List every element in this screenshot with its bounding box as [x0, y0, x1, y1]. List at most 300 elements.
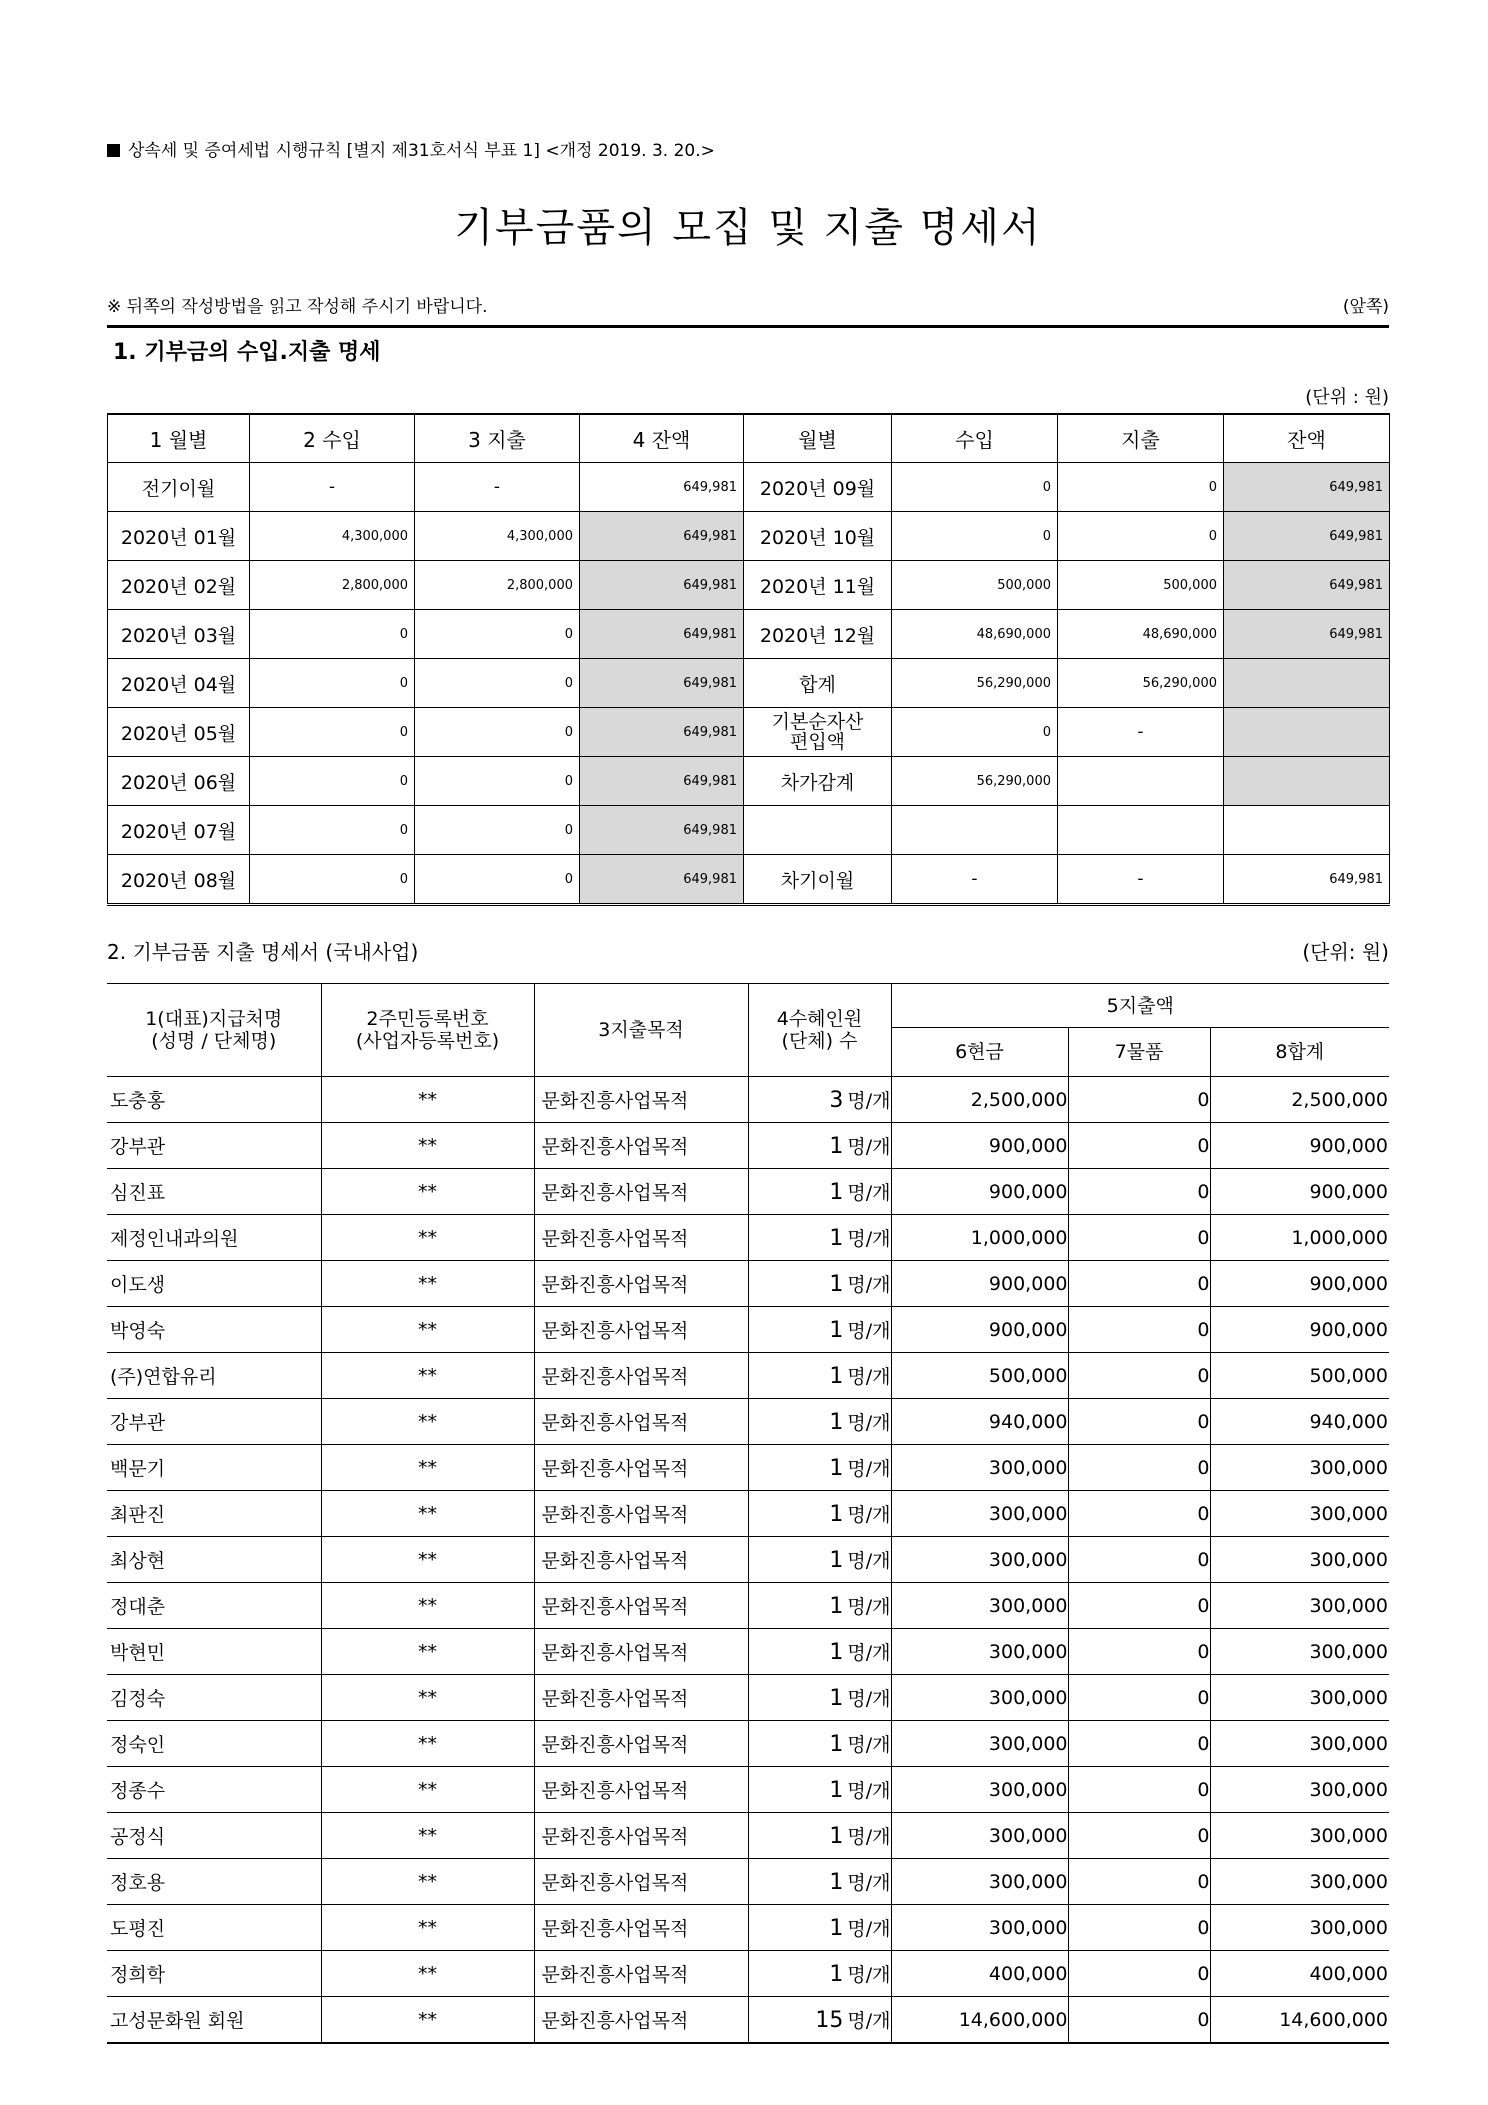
recipient-cell: (주)연합유리 — [107, 1353, 321, 1399]
purpose-cell: 문화진흥사업목적 — [534, 1169, 748, 1215]
month-cell: 2020년 09월 — [744, 463, 892, 512]
total-cell: 900,000 — [1210, 1307, 1389, 1353]
registration-number-cell: ** — [321, 1859, 534, 1905]
income-cell: 500,000 — [892, 561, 1058, 610]
beneficiary-count-cell — [748, 1123, 891, 1169]
recipient-cell: 공정식 — [107, 1813, 321, 1859]
beneficiary-count-cell — [748, 1859, 891, 1905]
recipient-cell: 이도생 — [107, 1261, 321, 1307]
goods-cell: 0 — [1068, 1997, 1210, 2044]
income-cell: 0 — [250, 806, 415, 855]
goods-cell: 0 — [1068, 1077, 1210, 1123]
table-row — [108, 659, 1390, 708]
goods-cell: 0 — [1068, 1813, 1210, 1859]
balance-cell: 649,981 — [580, 806, 744, 855]
beneficiary-count-cell — [748, 1537, 891, 1583]
income-cell: 56,290,000 — [892, 659, 1058, 708]
total-cell: 300,000 — [1210, 1445, 1389, 1491]
balance-cell — [1224, 659, 1390, 708]
income-cell: 0 — [250, 610, 415, 659]
count-unit: 명/개 — [847, 1320, 891, 1342]
count-unit: 명/개 — [847, 1458, 891, 1480]
total-cell: 940,000 — [1210, 1399, 1389, 1445]
cash-cell: 900,000 — [891, 1123, 1068, 1169]
registration-number-cell: ** — [321, 1399, 534, 1445]
balance-cell: 649,981 — [580, 561, 744, 610]
purpose-cell: 문화진흥사업목적 — [534, 1997, 748, 2044]
table-row — [107, 1077, 1389, 1123]
header-balance-2: 잔액 — [1224, 414, 1390, 463]
beneficiary-count-cell — [748, 1215, 891, 1261]
count-value: 1 — [829, 1916, 844, 1941]
count-value: 1 — [829, 1778, 844, 1803]
recipient-cell: 정희학 — [107, 1951, 321, 1997]
count-unit: 명/개 — [847, 1182, 891, 1204]
total-cell: 900,000 — [1210, 1261, 1389, 1307]
header-registration-number: 2주민등록번호 (사업자등록번호) — [321, 984, 534, 1077]
table-row — [107, 1399, 1389, 1445]
month-cell: 2020년 06월 — [108, 757, 250, 806]
count-value: 1 — [829, 1962, 844, 1987]
recipient-cell: 정대춘 — [107, 1583, 321, 1629]
total-cell: 900,000 — [1210, 1123, 1389, 1169]
registration-number-cell: ** — [321, 1077, 534, 1123]
registration-number-cell: ** — [321, 1307, 534, 1353]
registration-number-cell: ** — [321, 1215, 534, 1261]
balance-cell — [1224, 757, 1390, 806]
registration-number-cell: ** — [321, 1629, 534, 1675]
table-row — [108, 463, 1390, 512]
table-row — [108, 610, 1390, 659]
beneficiary-count-cell — [748, 1629, 891, 1675]
expense-cell: 0 — [415, 855, 580, 905]
beneficiary-count-cell — [748, 1905, 891, 1951]
cash-cell: 900,000 — [891, 1261, 1068, 1307]
purpose-cell: 문화진흥사업목적 — [534, 1767, 748, 1813]
cash-cell: 2,500,000 — [891, 1077, 1068, 1123]
square-bullet-icon — [107, 144, 120, 157]
expense-cell — [1058, 757, 1224, 806]
count-unit: 명/개 — [847, 1918, 891, 1940]
purpose-cell: 문화진흥사업목적 — [534, 1859, 748, 1905]
month-cell: 2020년 05월 — [108, 708, 250, 757]
header-amount: 5지출액 — [891, 984, 1389, 1028]
count-value: 1 — [829, 1134, 844, 1159]
header-beneficiary-count: 4수혜인원 (단체) 수 — [748, 984, 891, 1077]
page-side-label: (앞쪽) — [1342, 297, 1389, 317]
table-row — [107, 1859, 1389, 1905]
table-row — [108, 855, 1390, 905]
count-value: 1 — [829, 1686, 844, 1711]
beneficiary-count-cell — [748, 1721, 891, 1767]
section2-unit: (단위: 원) — [1302, 940, 1389, 964]
document-title: 기부금품의 모집 및 지출 명세서 — [454, 205, 1042, 251]
balance-cell: 649,981 — [1224, 855, 1390, 905]
table-row — [107, 1997, 1389, 2044]
count-unit: 명/개 — [847, 1412, 891, 1434]
recipient-cell: 백문기 — [107, 1445, 321, 1491]
purpose-cell: 문화진흥사업목적 — [534, 1813, 748, 1859]
cash-cell: 400,000 — [891, 1951, 1068, 1997]
recipient-cell: 정숙인 — [107, 1721, 321, 1767]
section1-heading: 1. 기부금의 수입.지출 명세 — [113, 340, 381, 365]
section2-heading: 2. 기부금품 지출 명세서 (국내사업) — [107, 940, 419, 964]
count-value: 1 — [829, 1548, 844, 1573]
balance-cell: 649,981 — [580, 659, 744, 708]
count-unit: 명/개 — [847, 1872, 891, 1894]
purpose-cell: 문화진흥사업목적 — [534, 1261, 748, 1307]
expense-cell: 0 — [415, 708, 580, 757]
total-cell: 2,500,000 — [1210, 1077, 1389, 1123]
income-cell: - — [250, 463, 415, 512]
count-value: 1 — [829, 1824, 844, 1849]
total-cell: 400,000 — [1210, 1951, 1389, 1997]
goods-cell: 0 — [1068, 1261, 1210, 1307]
cash-cell: 300,000 — [891, 1813, 1068, 1859]
purpose-cell: 문화진흥사업목적 — [534, 1905, 748, 1951]
beneficiary-count-cell — [748, 1169, 891, 1215]
cash-cell: 900,000 — [891, 1169, 1068, 1215]
count-unit: 명/개 — [847, 2010, 891, 2032]
total-cell: 300,000 — [1210, 1813, 1389, 1859]
count-unit: 명/개 — [847, 1274, 891, 1296]
total-cell: 300,000 — [1210, 1537, 1389, 1583]
recipient-cell: 제정인내과의원 — [107, 1215, 321, 1261]
recipient-cell: 강부관 — [107, 1123, 321, 1169]
balance-cell: 649,981 — [580, 610, 744, 659]
total-cell: 300,000 — [1210, 1583, 1389, 1629]
registration-number-cell: ** — [321, 1813, 534, 1859]
purpose-cell: 문화진흥사업목적 — [534, 1399, 748, 1445]
total-cell: 300,000 — [1210, 1905, 1389, 1951]
table-row — [107, 1951, 1389, 1997]
expense-cell: 56,290,000 — [1058, 659, 1224, 708]
balance-cell — [1224, 806, 1390, 855]
header-income: 2 수입 — [250, 414, 415, 463]
balance-cell: 649,981 — [580, 512, 744, 561]
balance-cell: 649,981 — [1224, 512, 1390, 561]
total-cell: 300,000 — [1210, 1721, 1389, 1767]
goods-cell: 0 — [1068, 1169, 1210, 1215]
income-cell: 0 — [250, 708, 415, 757]
count-value: 1 — [829, 1318, 844, 1343]
recipient-cell: 최상현 — [107, 1537, 321, 1583]
cash-cell: 500,000 — [891, 1353, 1068, 1399]
income-expense-table — [107, 413, 1390, 906]
registration-number-cell: ** — [321, 1997, 534, 2044]
table-row — [108, 757, 1390, 806]
expense-cell: 2,800,000 — [415, 561, 580, 610]
expense-cell: 0 — [1058, 463, 1224, 512]
balance-cell: 649,981 — [580, 757, 744, 806]
purpose-cell: 문화진흥사업목적 — [534, 1721, 748, 1767]
table-row — [107, 1491, 1389, 1537]
month-label-line: 편입액 — [789, 731, 846, 753]
total-cell: 300,000 — [1210, 1675, 1389, 1721]
beneficiary-count-cell — [748, 1353, 891, 1399]
section1-unit: (단위 : 원) — [1305, 387, 1389, 408]
cash-cell: 300,000 — [891, 1537, 1068, 1583]
recipient-cell: 심진표 — [107, 1169, 321, 1215]
table-row — [107, 1353, 1389, 1399]
table-row — [107, 1813, 1389, 1859]
expense-cell: 500,000 — [1058, 561, 1224, 610]
total-cell: 14,600,000 — [1210, 1997, 1389, 2044]
beneficiary-count-cell — [748, 1583, 891, 1629]
income-cell: 2,800,000 — [250, 561, 415, 610]
count-unit: 명/개 — [847, 1228, 891, 1250]
donation-expense-table — [107, 983, 1389, 2044]
expense-cell: - — [1058, 855, 1224, 905]
table-row — [107, 1307, 1389, 1353]
recipient-cell: 정종수 — [107, 1767, 321, 1813]
registration-number-cell: ** — [321, 1951, 534, 1997]
count-value: 1 — [829, 1594, 844, 1619]
count-unit: 명/개 — [847, 1642, 891, 1664]
count-value: 1 — [829, 1272, 844, 1297]
count-value: 3 — [829, 1088, 844, 1113]
beneficiary-count-cell — [748, 1997, 891, 2044]
goods-cell: 0 — [1068, 1583, 1210, 1629]
count-unit: 명/개 — [847, 1734, 891, 1756]
expense-cell — [1058, 806, 1224, 855]
cash-cell: 300,000 — [891, 1767, 1068, 1813]
goods-cell: 0 — [1068, 1491, 1210, 1537]
goods-cell: 0 — [1068, 1905, 1210, 1951]
registration-number-cell: ** — [321, 1537, 534, 1583]
count-value: 15 — [815, 2008, 844, 2033]
goods-cell: 0 — [1068, 1353, 1210, 1399]
goods-cell: 0 — [1068, 1675, 1210, 1721]
table-row — [108, 512, 1390, 561]
month-cell: 2020년 03월 — [108, 610, 250, 659]
recipient-cell: 도평진 — [107, 1905, 321, 1951]
income-cell: - — [892, 855, 1058, 905]
balance-cell: 649,981 — [1224, 463, 1390, 512]
beneficiary-count-cell — [748, 1077, 891, 1123]
cash-cell: 300,000 — [891, 1675, 1068, 1721]
purpose-cell: 문화진흥사업목적 — [534, 1445, 748, 1491]
goods-cell: 0 — [1068, 1445, 1210, 1491]
header-expense-2: 지출 — [1058, 414, 1224, 463]
header-month-2: 월별 — [744, 414, 892, 463]
header-goods: 7물품 — [1068, 1028, 1210, 1077]
table-row — [108, 561, 1390, 610]
purpose-cell: 문화진흥사업목적 — [534, 1537, 748, 1583]
table-row — [107, 1445, 1389, 1491]
count-value: 1 — [829, 1364, 844, 1389]
expense-cell: 48,690,000 — [1058, 610, 1224, 659]
cash-cell: 300,000 — [891, 1583, 1068, 1629]
total-cell: 300,000 — [1210, 1629, 1389, 1675]
cash-cell: 300,000 — [891, 1859, 1068, 1905]
balance-cell: 649,981 — [580, 463, 744, 512]
count-value: 1 — [829, 1456, 844, 1481]
balance-cell: 649,981 — [580, 855, 744, 905]
expense-cell: 0 — [415, 757, 580, 806]
cash-cell: 300,000 — [891, 1721, 1068, 1767]
income-cell: 0 — [892, 512, 1058, 561]
table-row — [107, 1675, 1389, 1721]
cash-cell: 300,000 — [891, 1445, 1068, 1491]
income-cell: 0 — [892, 463, 1058, 512]
month-cell — [744, 708, 892, 757]
goods-cell: 0 — [1068, 1215, 1210, 1261]
income-cell: 4,300,000 — [250, 512, 415, 561]
registration-number-cell: ** — [321, 1905, 534, 1951]
expense-cell: 0 — [1058, 512, 1224, 561]
purpose-cell: 문화진흥사업목적 — [534, 1077, 748, 1123]
total-cell: 300,000 — [1210, 1491, 1389, 1537]
goods-cell: 0 — [1068, 1307, 1210, 1353]
total-cell: 1,000,000 — [1210, 1215, 1389, 1261]
count-unit: 명/개 — [847, 1964, 891, 1986]
goods-cell: 0 — [1068, 1951, 1210, 1997]
cash-cell: 300,000 — [891, 1905, 1068, 1951]
table-row — [107, 1123, 1389, 1169]
table-row — [108, 708, 1390, 757]
count-value: 1 — [829, 1732, 844, 1757]
month-cell: 차가감계 — [744, 757, 892, 806]
expense-cell: - — [1058, 708, 1224, 757]
goods-cell: 0 — [1068, 1859, 1210, 1905]
month-cell: 2020년 11월 — [744, 561, 892, 610]
count-unit: 명/개 — [847, 1550, 891, 1572]
balance-cell — [1224, 708, 1390, 757]
purpose-cell: 문화진흥사업목적 — [534, 1215, 748, 1261]
purpose-cell: 문화진흥사업목적 — [534, 1491, 748, 1537]
goods-cell: 0 — [1068, 1721, 1210, 1767]
income-cell: 48,690,000 — [892, 610, 1058, 659]
recipient-cell: 도충홍 — [107, 1077, 321, 1123]
goods-cell: 0 — [1068, 1123, 1210, 1169]
registration-number-cell: ** — [321, 1169, 534, 1215]
month-cell: 차기이월 — [744, 855, 892, 905]
registration-number-cell: ** — [321, 1491, 534, 1537]
goods-cell: 0 — [1068, 1399, 1210, 1445]
count-value: 1 — [829, 1502, 844, 1527]
income-cell: 0 — [250, 659, 415, 708]
expense-cell: 0 — [415, 610, 580, 659]
header-cash: 6현금 — [891, 1028, 1068, 1077]
balance-cell: 649,981 — [1224, 561, 1390, 610]
purpose-cell: 문화진흥사업목적 — [534, 1675, 748, 1721]
month-cell: 합계 — [744, 659, 892, 708]
month-cell: 2020년 10월 — [744, 512, 892, 561]
total-cell: 500,000 — [1210, 1353, 1389, 1399]
balance-cell: 649,981 — [580, 708, 744, 757]
recipient-cell: 강부관 — [107, 1399, 321, 1445]
registration-number-cell: ** — [321, 1353, 534, 1399]
count-unit: 명/개 — [847, 1688, 891, 1710]
table-row — [107, 1721, 1389, 1767]
table-row — [107, 1629, 1389, 1675]
recipient-cell: 최판진 — [107, 1491, 321, 1537]
header-purpose: 3지출목적 — [534, 984, 748, 1077]
cash-cell: 1,000,000 — [891, 1215, 1068, 1261]
recipient-cell: 정호용 — [107, 1859, 321, 1905]
count-value: 1 — [829, 1640, 844, 1665]
count-unit: 명/개 — [847, 1090, 891, 1112]
total-cell: 900,000 — [1210, 1169, 1389, 1215]
expense-cell: - — [415, 463, 580, 512]
beneficiary-count-cell — [748, 1491, 891, 1537]
beneficiary-count-cell — [748, 1399, 891, 1445]
cash-cell: 300,000 — [891, 1491, 1068, 1537]
expense-cell: 4,300,000 — [415, 512, 580, 561]
expense-cell: 0 — [415, 806, 580, 855]
month-label-line: 기본순자산 — [771, 711, 864, 733]
total-cell: 300,000 — [1210, 1859, 1389, 1905]
recipient-cell: 박영숙 — [107, 1307, 321, 1353]
beneficiary-count-cell — [748, 1951, 891, 1997]
purpose-cell: 문화진흥사업목적 — [534, 1951, 748, 1997]
registration-number-cell: ** — [321, 1445, 534, 1491]
beneficiary-count-cell — [748, 1261, 891, 1307]
registration-number-cell: ** — [321, 1261, 534, 1307]
table-row — [108, 806, 1390, 855]
count-unit: 명/개 — [847, 1504, 891, 1526]
month-cell: 2020년 04월 — [108, 659, 250, 708]
total-cell: 300,000 — [1210, 1767, 1389, 1813]
beneficiary-count-cell — [748, 1675, 891, 1721]
header-recipient: 1(대표)지급처명 (성명 / 단체명) — [107, 984, 321, 1077]
recipient-cell: 박현민 — [107, 1629, 321, 1675]
header-total: 8합계 — [1210, 1028, 1389, 1077]
count-value: 1 — [829, 1226, 844, 1251]
month-cell — [744, 806, 892, 855]
table-row — [107, 1169, 1389, 1215]
income-cell: 0 — [250, 757, 415, 806]
table-row — [107, 1215, 1389, 1261]
goods-cell: 0 — [1068, 1537, 1210, 1583]
header-divider — [107, 325, 1389, 328]
month-cell: 2020년 08월 — [108, 855, 250, 905]
beneficiary-count-cell — [748, 1445, 891, 1491]
table-row — [107, 1767, 1389, 1813]
count-value: 1 — [829, 1180, 844, 1205]
purpose-cell: 문화진흥사업목적 — [534, 1629, 748, 1675]
cash-cell: 940,000 — [891, 1399, 1068, 1445]
registration-number-cell: ** — [321, 1583, 534, 1629]
count-unit: 명/개 — [847, 1780, 891, 1802]
goods-cell: 0 — [1068, 1629, 1210, 1675]
month-cell: 2020년 01월 — [108, 512, 250, 561]
income-cell: 56,290,000 — [892, 757, 1058, 806]
month-cell: 2020년 07월 — [108, 806, 250, 855]
income-cell: 0 — [892, 708, 1058, 757]
purpose-cell: 문화진흥사업목적 — [534, 1353, 748, 1399]
income-cell — [892, 806, 1058, 855]
header-expense: 3 지출 — [415, 414, 580, 463]
cash-cell: 300,000 — [891, 1629, 1068, 1675]
income-cell: 0 — [250, 855, 415, 905]
count-value: 1 — [829, 1870, 844, 1895]
cash-cell: 14,600,000 — [891, 1997, 1068, 2044]
table-row — [107, 1905, 1389, 1951]
table-row — [107, 1261, 1389, 1307]
count-value: 1 — [829, 1410, 844, 1435]
balance-cell: 649,981 — [1224, 610, 1390, 659]
count-unit: 명/개 — [847, 1596, 891, 1618]
header-balance: 4 잔액 — [580, 414, 744, 463]
month-cell: 2020년 02월 — [108, 561, 250, 610]
recipient-cell: 김정숙 — [107, 1675, 321, 1721]
header-income-2: 수입 — [892, 414, 1058, 463]
table-row — [107, 1537, 1389, 1583]
header-month: 1 월별 — [108, 414, 250, 463]
registration-number-cell: ** — [321, 1675, 534, 1721]
